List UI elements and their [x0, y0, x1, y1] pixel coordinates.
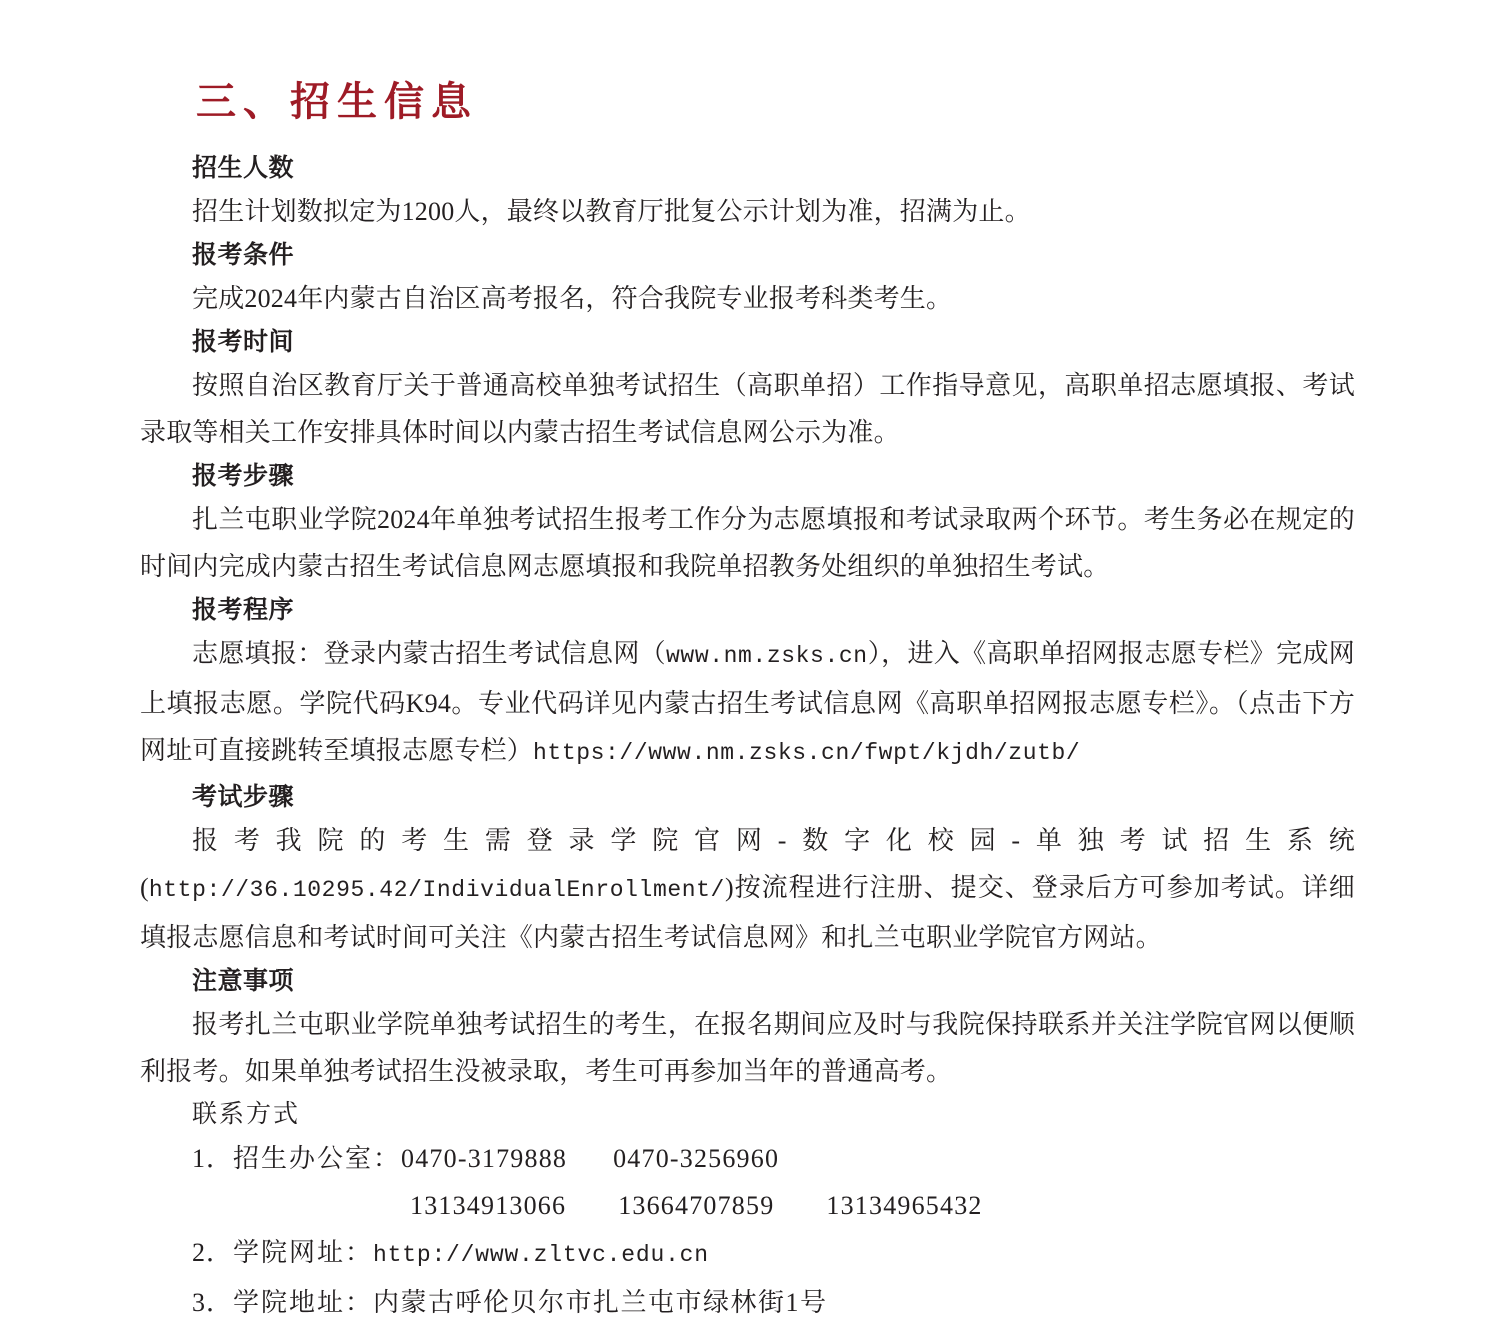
contact-item-website [140, 1229, 1355, 1279]
section-body-enrollment-count: 招生计划数拟定为1200人，最终以教育厅批复公示计划为准，招满为止。 [192, 197, 1031, 226]
phone-number[interactable]: 0470-3179888 [401, 1144, 568, 1173]
section-body-exam-steps [140, 817, 1355, 961]
procedure-url-zutb[interactable]: https://www.nm.zsks.cn/fwpt/kjdh/zutb/ [533, 740, 1081, 766]
section-body-notes: 报考扎兰屯职业学院单独考试招生的考生，在报名期间应及时与我院保持联系并关注学院官网以便顺利报考。如果单独考试招生没被录取，考生可再参加当年的普通高考。 [140, 1010, 1355, 1086]
section-body-schedule: 按照自治区教育厅关于普通高校单独考试招生（高职单招）工作指导意见，高职单招志愿填报、考试录取等相关工作安排具体时间以内蒙古招生考试信息网公示为准。 [140, 371, 1355, 447]
procedure-text-part1: 志愿填报：登录内蒙古招生考试信息网（ [192, 639, 667, 668]
phone-number[interactable]: 13134913066 [410, 1191, 567, 1220]
contact-index-3: 3． [192, 1288, 234, 1317]
section-heading-schedule: 报考时间 [192, 328, 295, 356]
contact-index-2: 2． [192, 1238, 234, 1267]
phone-number[interactable]: 0470-3256960 [613, 1144, 780, 1173]
procedure-url-zsks[interactable]: www.nm.zsks.cn [666, 643, 868, 669]
procedure-text-part2: ），进入《高职单招网报志愿专栏》完成网上填报志愿。学院代码K94。专业代码详见内蒙古招生考试信息网《高职单招网报志愿专栏》。（点击下方网址可直接跳转至填报志愿专栏） [140, 639, 1355, 765]
college-address-value: 内蒙古呼伦贝尔市扎兰屯市绿林街1号 [373, 1288, 828, 1317]
section-body-requirements: 完成2024年内蒙古自治区高考报名，符合我院专业报考科类考生。 [192, 284, 953, 313]
section-heading-procedure: 报考程序 [192, 596, 295, 624]
section-body-steps: 扎兰屯职业学院2024年单独考试招生报考工作分为志愿填报和考试录取两个环节。考生务必在规定的时间内完成内蒙古招生考试信息网志愿填报和我院单招教务处组织的单独招生考试。 [140, 505, 1355, 581]
contact-item-address [140, 1279, 1355, 1326]
contact-label-admissions-office: 招生办公室： [233, 1144, 402, 1173]
contact-item-admissions-office [140, 1135, 1355, 1182]
section-heading-contact: 联系方式 [192, 1101, 301, 1128]
college-website-url[interactable]: http://www.zltvc.edu.cn [373, 1242, 709, 1268]
contact-label-address: 学院地址： [233, 1288, 374, 1317]
phone-group-row1 [401, 1135, 779, 1182]
exam-text-part2: )按流程进行注册、提交、登录后方可参加考试。详细填报志愿信息和考试时间可关注《内蒙古招生考试信息网》和扎兰屯职业学院官方网站。 [140, 873, 1355, 952]
phone-number[interactable]: 13664707859 [618, 1191, 775, 1220]
exam-url-individual-enrollment[interactable]: http://36.10295.42/IndividualEnrollment/ [148, 877, 725, 903]
page-title: 三、招生信息 [196, 80, 478, 124]
section-heading-steps: 报考步骤 [192, 462, 295, 490]
section-body-procedure [140, 630, 1355, 777]
document-body [140, 148, 1355, 1326]
section-heading-exam-steps: 考试步骤 [192, 783, 295, 811]
section-heading-requirements: 报考条件 [192, 241, 295, 269]
section-heading-notes: 注意事项 [192, 967, 295, 995]
section-heading-enrollment-count: 招生人数 [192, 154, 295, 182]
phone-number[interactable]: 13134965432 [826, 1191, 983, 1220]
contact-label-website: 学院网址： [233, 1238, 374, 1267]
contact-index-1: 1． [192, 1144, 234, 1173]
phone-group-row2 [140, 1182, 1355, 1229]
exam-text-part1: 报考我院的考生需登录学院官网-数字化校园-单独考试招生系统( [140, 826, 1355, 902]
